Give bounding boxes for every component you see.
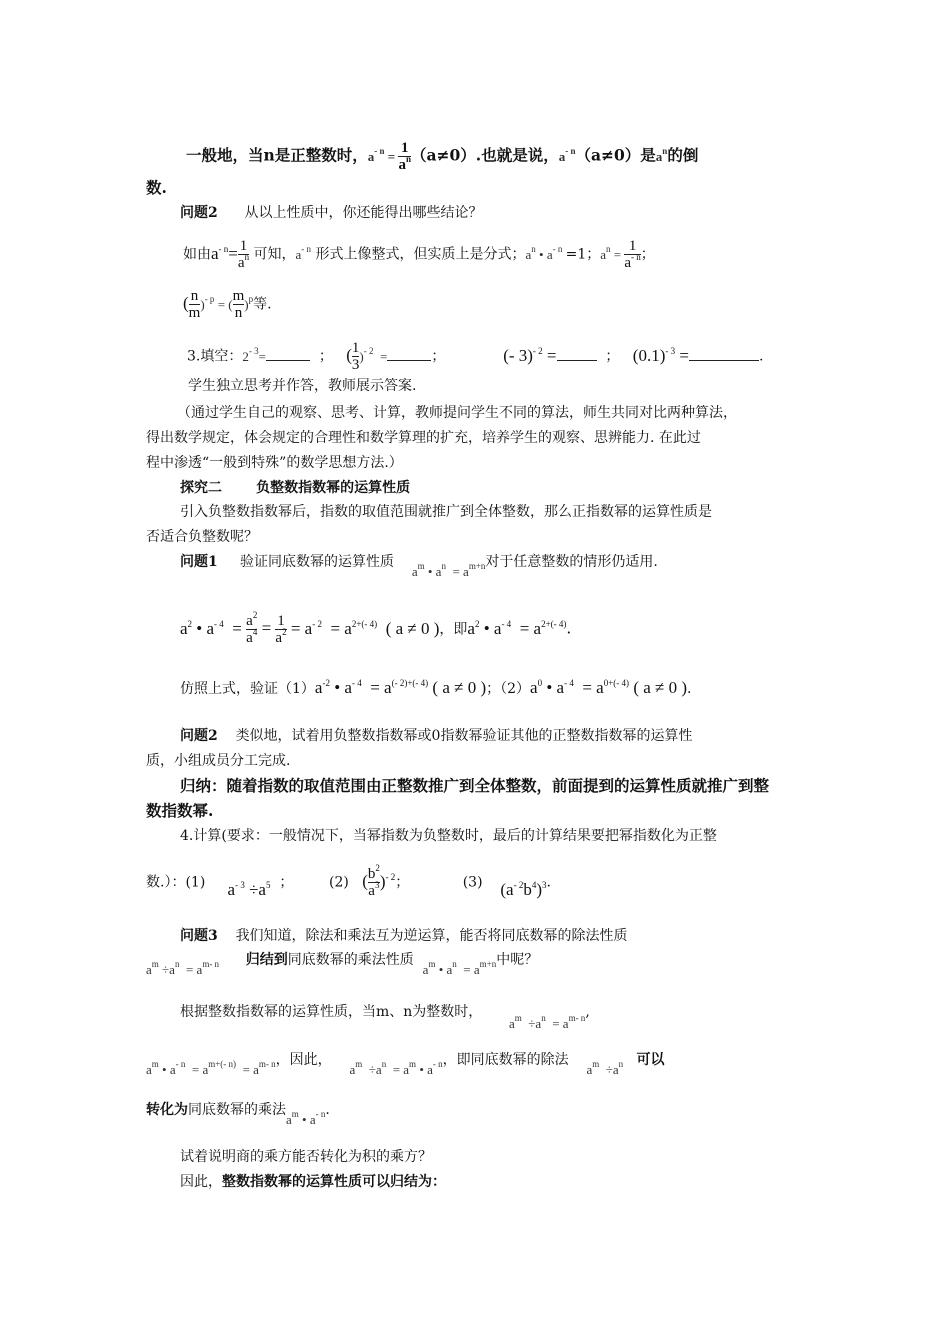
formula-deduce-1: $a^{- n}=$ [211,243,238,263]
definition-line [186,140,698,173]
separator: ； [318,348,333,365]
deduce-t3: =1； [565,246,601,263]
deduce-t1: 可知， [253,246,296,263]
conversion-bold: 转化为 [146,1102,188,1118]
independent-text: 学生独立思考并作答，教师展示答案. [188,378,417,394]
formula-ex4-2-open: ( [362,871,368,891]
formula-mult-rule-2: $a^m$ • $a^n = a^{m+n}$ [422,959,497,977]
note-line-2: 得出数学规定，体会规定的合理性和数学算理的扩充，培养学生的观察、思辨能力. 在此过 [146,430,701,446]
formula-ex4-2-close: )$^{- 2}$ [379,871,396,891]
question-3-tail: 中呢？ [496,952,539,968]
separator: ； [605,348,620,365]
question-1-tail: 对于任意整数的情形仍适用. [485,554,658,570]
note-line-3: 程中渗透“一般到特殊”的数学思想方法.） [146,455,403,471]
definition-lead: 一般地，当n是正整数时， [186,145,368,165]
formula-neg-3: (- 3)$^{- 2}$ = [503,345,557,365]
question-text: 从以上性质中，你还能得出哪些结论？ [244,205,483,221]
summary-line-1: 归纳：随着指数的取值范围由正整数推广到全体整数，前面提到的运算性质就推广到整 [180,776,770,795]
question-label: 问题2 [180,205,218,221]
answer-blank-2[interactable] [387,346,431,361]
try-line: 试着说明商的乘方能否转化为积的乘方？ [180,1149,432,1165]
final-a: 因此， [180,1174,222,1190]
final-line [180,1172,446,1192]
formula-2-neg-3: $2^{- 3}=$ [242,345,266,364]
deduce-line-2 [183,288,272,321]
fraction-deduce-1: $\frac{1}{a^n}$ [237,238,250,271]
imitate-mid: ；（2） [486,681,531,697]
formula-therefore-3: $a^m \div a^n$ [586,1059,624,1077]
formula-power-neg-p: )$^{- p}$ = ( [200,293,233,312]
therefore-c: 可以 [636,1052,665,1068]
deduce-line: 如由$a^{- n}=$ $\frac{1}{a^n}$ 可知，$a^{- n}$ 形式上像整式，但实质上是分式；$a^n$ • $a^{- n} =1$；$a^n$ = $\frac{1}{a^{- n}}$ ； [183,238,655,271]
formula-eq1-c: = $a^{- 2} = a^{2+(- 4)}$ ( a ≠ 0 ) [286,618,440,638]
question-2b-line1: 类似地，试着用负整数指数幂或0指数幂验证其他的正整数指数幂的运算性 [235,728,693,744]
formula-imitate-1: $a^{-2}$ • $a^{- 4} = a^{(- 2)+(- 4)}$ ( a ≠ 0 ) [314,678,487,697]
final-b: 整数指数幂的运算性质可以归结为： [222,1174,446,1190]
question-3-label: 问题3 [180,928,218,944]
fraction-one-third: $\frac{1}{3}$ [351,340,360,373]
formula-point-one: $(0.1)^{- 3}$ = [632,345,689,365]
intro-line-1: 引入负整数指数幂后，指数的取值范围就推广到全体整数，那么正指数幂的运算性质是 [180,504,712,520]
formula-deduce-2: $a^{- n}$ [295,243,312,262]
question-1-label: 问题1 [180,554,218,570]
definition-tail: 的倒 [667,145,699,165]
formula-ex4-1: $a^{- 3} \div a^5$ [227,879,271,899]
exercise-4-line1: 4.计算(要求：一般情况下，当幂指数为负整数时，最后的计算结果要把幂指数化为正整 [180,828,717,844]
answer-blank-3[interactable] [557,346,597,361]
formula-eq1-b: = [257,618,276,638]
intro-line-2: 否适合负整数呢？ [146,529,258,545]
formula-power-p: )$^p$ [244,293,254,312]
definition-cond2: （a≠0）是 [575,145,656,165]
imitate-line: 仿照上式，验证$(1)a^{-2}$ • $a^{- 4} = a^{(- 2)+(- 4)}$ ( a ≠ 0 )；$(2)a^0$ • $a^{- 4} = a^{0+(- 4)}$ ( a ≠ 0 ). [180,678,692,697]
formula-a-neg-n: $a^{- n}$ = [367,145,399,164]
question-1-text: 验证同底数幂的运算性质 [240,554,395,570]
fraction-a2-a4: $\frac{a^2}{a^4}$ [246,610,258,646]
question-2b [180,726,692,746]
separator: ； [431,348,446,365]
therefore-a: ，因此， [275,1052,332,1068]
fraction-b2-a3: $\frac{b^2}{a^3}$ [367,863,380,899]
therefore-line [146,1050,665,1077]
formula-imitate-2: $a^0$ • $a^{- 4} = a^{0+(- 4)}$ ( a ≠ 0 ) [530,678,688,697]
deduce-t2: 形式上像整式，但实质上是分式； [315,246,526,263]
fraction-deduce-2: $\frac{1}{a^{- n}}$ [624,238,641,271]
rule-line: 根据整数指数幂的运算性质，当m、n为整数时， $a^m \div a^n = a^{m- n}$, [180,1004,590,1031]
formula-rule: $a^m \div a^n = a^{m- n}$ [509,1013,586,1031]
rule-text: 根据整数指数幂的运算性质，当m、n为整数时， [180,1004,483,1020]
summary-line-2: 数指数幂. [146,801,214,820]
formula-mult-rule: $a^m$ • $a^n = a^{m+n}$ [411,561,486,579]
answer-blank-1[interactable] [266,346,310,361]
exercise-3-label: 3.填空： [187,348,243,365]
deduce-start: 如由 [183,246,211,263]
note-line-1: （通过学生自己的观察、思考、计算，教师提问学生不同的算法，师生共同对比两种算法， [177,405,737,421]
question-2a [180,203,482,223]
question-3-bold: 归结到 [245,952,288,968]
fraction-1-a2: $\frac{1}{a^2}$ [275,613,287,646]
equation-1: $a^2$ • $a^{- 4}$ = $\frac{a^2}{a^4}$ = $\frac{1}{a^2}$ = $a^{- 2} = a^{2+(- 4)}$ ( a ≠ 0 )，即$a^2$ • $a^{- 4} = a^{2+(- 4)}$. [180,610,572,646]
formula-third-power: )$^{- 2}$ = [359,345,388,364]
fraction-n-over-m: $\frac{n}{m}$ [188,288,201,321]
conversion-line: 转化为同底数幂的乘法$a^m$ • $a^{- n}$. [146,1102,330,1127]
definition-line2: 数. [146,178,167,197]
question-2b-line2: 质，小组成员分工完成. [146,753,291,769]
question-1 [180,552,658,579]
equation-1-mid: ，即 [439,621,468,638]
explore-label: 探究二 [180,480,222,496]
deduce-end: 等. [253,296,272,313]
formula-an: $a^n$ [655,145,668,164]
exercise-3: 3.填空：$2^{- 3}=$ ； ( $\frac{1}{3}$ )$^{- 2}$ = ； (- 3)$^{- 2}$ = ； $(0.1)^{- 3}$ = . [187,340,764,373]
formula-ex4-3: $(a^{- 2}b^4)^3$ [500,879,547,899]
question-3-text: 我们知道，除法和乘法互为逆运算，能否将同底数幂的除法性质 [235,928,628,944]
formula-therefore-2: $a^m \div a^n = a^m$ • $a^{- n}$ [349,1059,443,1077]
therefore-b: ，即同底数幂的除法 [442,1052,569,1068]
formula-a-neg-n-2: $a^{- n}$ [558,145,576,164]
exercise-4-label-1: 数.）：(1) [146,874,206,891]
exercise-4-label-3: (3) [462,874,483,891]
formula-eq1-d: $a^2$ • $a^{- 4} = a^{2+(- 4)}$ [467,618,567,638]
answer-blank-4[interactable] [689,346,759,361]
formula-third: ( [346,345,352,365]
formula-eq1-a: $a^2$ • $a^{- 4}$ = [180,618,247,638]
fraction-1-over-an: $\frac{1}{a^n}$ [398,140,411,173]
formula-div-rule: $a^m \div a^n = a^{m- n}$ [146,959,220,977]
formula-deduce-4: $a^n$ = [600,243,625,262]
fraction-m-over-n: $\frac{m}{n}$ [232,288,245,321]
exercise-4-label-2: (2) [329,874,349,891]
conversion-text: 同底数幂的乘法 [188,1102,286,1118]
formula-conversion: $a^m$ • $a^{- n}$ [286,1109,326,1127]
formula-therefore-1: $a^m$ • $a^{- n} = a^{m+(- n)} = a^{m- n}$ [146,1059,276,1077]
imitate-lead: 仿照上式，验证（1） [180,681,315,697]
formula-frac-power: ( [183,293,189,313]
explore-title: 负整数指数幂的运算性质 [256,480,411,496]
question-3-line2 [146,950,539,977]
exercise-4-line2: 数.）：(1) $a^{- 3} \div a^5$ ； (2) ( $\frac{b^2}{a^3}$ )$^{- 2}$； (3) $(a^{- 2}b^4)^3$. [146,863,551,899]
formula-deduce-3: $a^n$ • $a^{- n}$ [525,243,563,262]
question-3-text2: 同底数幂的乘法性质 [287,952,414,968]
question-2b-label: 问题2 [180,728,218,744]
definition-cond1: （a≠0）.也就是说， [410,145,559,165]
explore-2-heading [180,478,410,498]
question-3 [180,926,628,946]
